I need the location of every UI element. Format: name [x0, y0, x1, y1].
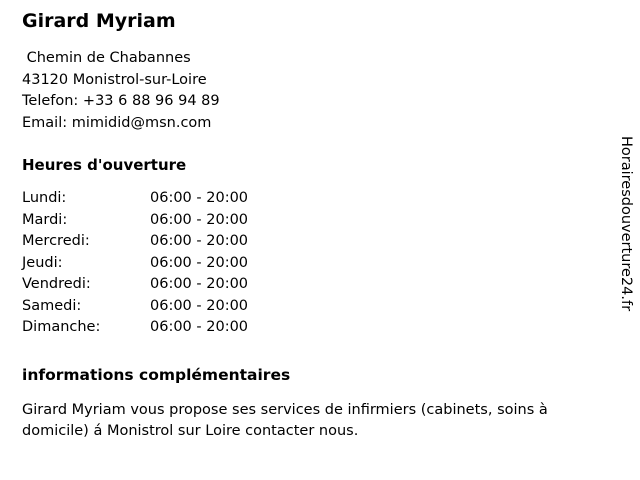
- hours-time: 06:00 - 20:00: [150, 233, 249, 249]
- table-row: [22, 317, 310, 339]
- vertical-brand-label: Horairesdouverture24.fr: [618, 136, 634, 312]
- hours-day: Lundi:: [22, 190, 67, 206]
- hours-time: 06:00 - 20:00: [150, 319, 249, 335]
- hours-time: 06:00 - 20:00: [150, 190, 249, 206]
- additional-info-heading: informations complémentaires: [22, 365, 291, 384]
- page-title: Girard Myriam: [22, 10, 176, 32]
- hours-day: Mardi:: [22, 211, 68, 228]
- table-row: [22, 231, 310, 253]
- hours-time: 06:00 - 20:00: [150, 211, 249, 228]
- hours-time: 06:00 - 20:00: [150, 276, 249, 292]
- table-row: [22, 253, 310, 275]
- hours-day: Samedi:: [22, 297, 82, 314]
- address-block: [22, 48, 602, 134]
- hours-time: 06:00 - 20:00: [150, 254, 249, 271]
- table-row: [22, 296, 310, 318]
- table-row: [22, 274, 310, 296]
- hours-day: Dimanche:: [22, 319, 101, 335]
- address-city: 43120 Monistrol-sur-Loire: [22, 71, 207, 88]
- hours-day: Vendredi:: [22, 276, 91, 292]
- phone-line: Telefon: +33 6 88 96 94 89: [22, 93, 220, 109]
- additional-info-text: Girard Myriam vous propose ses services de infirmiers (cabinets, soins à domicile) á Monistrol sur Loire contacter nous.: [22, 401, 548, 439]
- hours-day: Mercredi:: [22, 233, 90, 249]
- table-row: [22, 188, 310, 210]
- email-line: Email: mimidid@msn.com: [22, 114, 212, 131]
- hours-time: 06:00 - 20:00: [150, 297, 249, 314]
- opening-hours-table: [22, 188, 310, 339]
- address-street: Chemin de Chabannes: [22, 50, 191, 66]
- table-row: [22, 210, 310, 232]
- opening-hours-heading: Heures d'ouverture: [22, 156, 187, 174]
- content-column: [22, 10, 602, 443]
- hours-day: Jeudi:: [22, 254, 63, 271]
